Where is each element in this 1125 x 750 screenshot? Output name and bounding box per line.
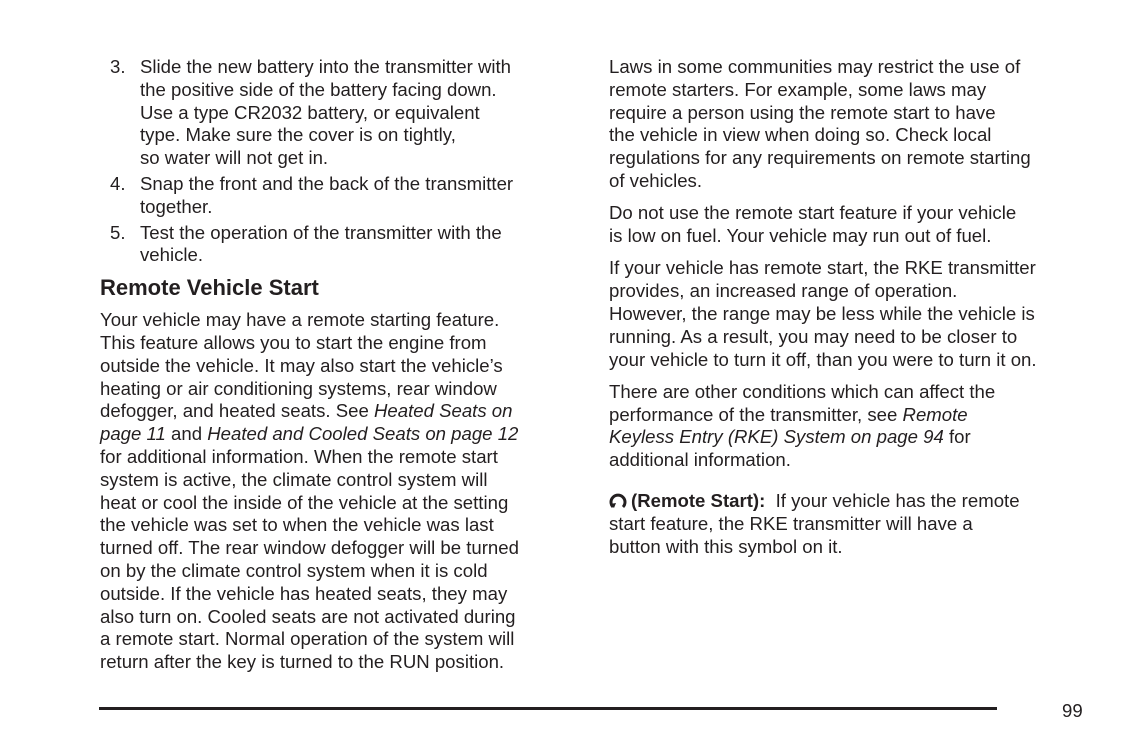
right-column bbox=[609, 56, 1089, 558]
page-number: 99 bbox=[1062, 700, 1083, 721]
text-line: together. bbox=[140, 195, 213, 217]
text-line: Do not use the remote start feature if your vehicle bbox=[609, 202, 1017, 224]
text-line: so water will not get in. bbox=[140, 147, 329, 169]
section-heading: Remote Vehicle Start bbox=[100, 275, 319, 301]
text-line: require a person using the remote start to have bbox=[609, 101, 996, 123]
text-line: of vehicles. bbox=[609, 169, 703, 191]
text-line: running. As a result, you may need to be closer to bbox=[609, 325, 1018, 347]
text-line: on by the climate control system when it is cold bbox=[100, 559, 488, 581]
text-line: remote starters. For example, some laws may bbox=[609, 78, 987, 100]
step-number: 4. bbox=[110, 172, 126, 194]
text-line: additional information. bbox=[609, 449, 791, 471]
text-line: If your vehicle has remote start, the RKE transmitter bbox=[609, 257, 1036, 279]
list-item bbox=[100, 173, 570, 219]
text-line bbox=[609, 404, 1089, 427]
text-segment: performance of the transmitter, see bbox=[609, 403, 903, 425]
text-line bbox=[609, 426, 1089, 449]
text-line: outside the vehicle. It may also start the vehicle’s bbox=[100, 354, 503, 376]
cross-reference: Keyless Entry (RKE) System on page 94 bbox=[609, 426, 944, 448]
left-column bbox=[100, 56, 570, 674]
text-line: system is active, the climate control system will bbox=[100, 468, 488, 490]
text-line: the vehicle in view when doing so. Check local bbox=[609, 124, 992, 146]
text-line: return after the key is turned to the RUN position. bbox=[100, 651, 505, 673]
text-line: Test the operation of the transmitter with the bbox=[140, 221, 502, 243]
text-line: the vehicle was set to when the vehicle was last bbox=[100, 514, 494, 536]
text-line: If your vehicle has the remote bbox=[765, 490, 1020, 512]
step-number: 3. bbox=[110, 56, 126, 77]
list-item bbox=[100, 222, 570, 268]
text-line: button with this symbol on it. bbox=[609, 535, 843, 557]
text-line: start feature, the RKE transmitter will have a bbox=[609, 512, 973, 534]
text-line: There are other conditions which can affect the bbox=[609, 380, 996, 402]
text-line: is low on fuel. Your vehicle may run out of fuel. bbox=[609, 225, 992, 247]
text-line: the positive side of the battery facing down. bbox=[140, 78, 497, 100]
remote-start-paragraph bbox=[100, 309, 570, 674]
cross-reference: page 11 bbox=[100, 423, 166, 445]
text-line: However, the range may be less while the vehicle is bbox=[609, 302, 1035, 324]
remote-start-label: (Remote Start): bbox=[631, 490, 766, 512]
text-line: turned off. The rear window defogger will be turned bbox=[100, 537, 519, 559]
list-item bbox=[100, 56, 570, 170]
text-line bbox=[100, 400, 570, 423]
text-line: Use a type CR2032 battery, or equivalent bbox=[140, 101, 480, 123]
remote-start-button-description bbox=[609, 490, 1089, 558]
text-line: Snap the front and the back of the transmitter bbox=[140, 172, 514, 194]
cross-reference: Heated Seats on bbox=[373, 400, 513, 422]
paragraph bbox=[609, 56, 1089, 193]
text-line: heating or air conditioning systems, rear window bbox=[100, 377, 497, 399]
text-segment: and bbox=[165, 423, 208, 445]
step-number: 5. bbox=[110, 221, 126, 243]
text-line: for additional information. When the remote start bbox=[100, 445, 498, 467]
numbered-steps bbox=[100, 56, 570, 267]
text-line: Laws in some communities may restrict the use of bbox=[609, 56, 1021, 77]
paragraph bbox=[609, 202, 1089, 248]
cross-reference: Heated and Cooled Seats on page 12 bbox=[207, 423, 519, 445]
text-line: type. Make sure the cover is on tightly, bbox=[140, 124, 456, 146]
cross-reference: Remote bbox=[902, 403, 968, 425]
text-line: outside. If the vehicle has heated seats, they may bbox=[100, 582, 508, 604]
text-line: also turn on. Cooled seats are not activated during bbox=[100, 605, 516, 627]
text-segment: for bbox=[943, 426, 971, 448]
text-line: a remote start. Normal operation of the system will bbox=[100, 628, 515, 650]
text-line: vehicle. bbox=[140, 244, 204, 266]
paragraph bbox=[609, 381, 1089, 472]
text-line: regulations for any requirements on remote starting bbox=[609, 147, 1031, 169]
footer-rule bbox=[99, 707, 997, 710]
text-line: This feature allows you to start the engine from bbox=[100, 331, 487, 353]
paragraph bbox=[609, 257, 1089, 371]
text-segment: defogger, and heated seats. See bbox=[100, 400, 374, 422]
text-line: Your vehicle may have a remote starting feature. bbox=[100, 309, 500, 331]
text-line: heat or cool the inside of the vehicle at the setting bbox=[100, 491, 509, 513]
text-line: Slide the new battery into the transmitter with bbox=[140, 56, 512, 77]
text-line bbox=[100, 423, 570, 446]
text-line: provides, an increased range of operation. bbox=[609, 280, 958, 302]
text-line: your vehicle to turn it off, than you were to turn it on. bbox=[609, 348, 1037, 370]
